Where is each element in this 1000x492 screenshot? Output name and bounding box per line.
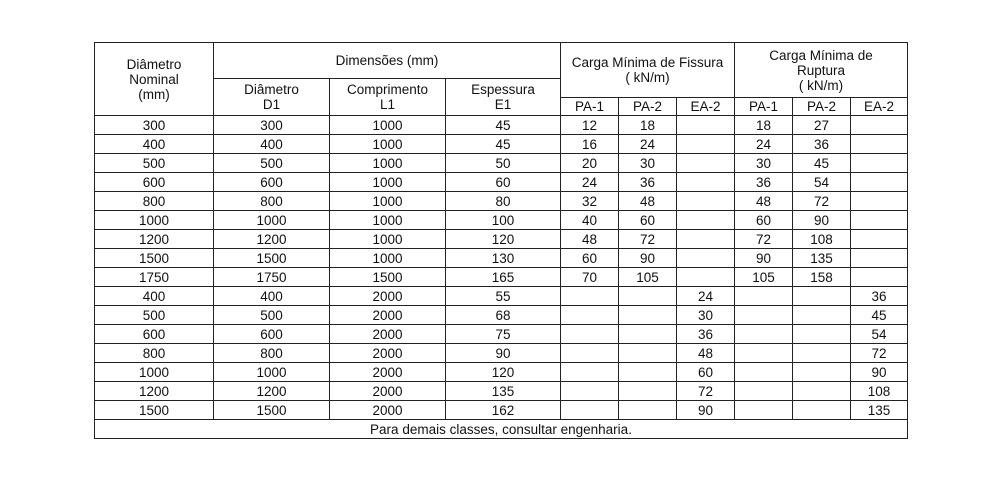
table-cell: 1000	[95, 211, 214, 230]
table-cell: 2000	[330, 401, 446, 420]
table-cell	[561, 344, 619, 363]
header-fissura-pa1: PA-1	[561, 98, 619, 116]
table-cell	[561, 382, 619, 401]
table-cell: 90	[446, 344, 561, 363]
table-row	[95, 325, 908, 344]
table-cell: 500	[95, 306, 214, 325]
table-row	[95, 173, 908, 192]
table-cell: 1000	[330, 211, 446, 230]
table-cell	[561, 363, 619, 382]
table-cell: 1000	[214, 211, 330, 230]
table-cell: 36	[793, 135, 851, 154]
header-fissura-pa2: PA-2	[619, 98, 677, 116]
table-row	[95, 192, 908, 211]
table-cell	[793, 401, 851, 420]
table-cell: 2000	[330, 382, 446, 401]
table-cell	[677, 211, 735, 230]
table-cell	[851, 135, 908, 154]
table-cell: 90	[793, 211, 851, 230]
table-cell: 400	[214, 135, 330, 154]
table-cell: 158	[793, 268, 851, 287]
table-cell: 55	[446, 287, 561, 306]
table-cell: 800	[95, 344, 214, 363]
table-cell: 1200	[95, 230, 214, 249]
table-cell: 162	[446, 401, 561, 420]
header-carga-ruptura: Carga Mínima de Ruptura ( kN/m)	[735, 43, 908, 98]
table-cell	[793, 363, 851, 382]
table-cell	[619, 306, 677, 325]
table-cell	[735, 306, 793, 325]
table-cell: 1500	[214, 401, 330, 420]
table-cell	[735, 344, 793, 363]
table-cell	[561, 287, 619, 306]
table-row	[95, 135, 908, 154]
table-row	[95, 230, 908, 249]
table-cell	[619, 401, 677, 420]
table-cell	[619, 344, 677, 363]
table-cell: 24	[677, 287, 735, 306]
table-cell	[677, 192, 735, 211]
table-cell: 135	[851, 401, 908, 420]
table-cell: 1000	[330, 192, 446, 211]
table-cell: 27	[793, 116, 851, 135]
table-cell: 135	[793, 249, 851, 268]
table-cell: 24	[561, 173, 619, 192]
table-cell: 135	[446, 382, 561, 401]
table-cell: 1000	[330, 173, 446, 192]
table-cell: 70	[561, 268, 619, 287]
table-cell: 1500	[330, 268, 446, 287]
table-cell: 400	[214, 287, 330, 306]
table-cell	[793, 306, 851, 325]
table-cell	[851, 230, 908, 249]
table-cell: 90	[735, 249, 793, 268]
table-cell: 48	[619, 192, 677, 211]
header-ruptura-pa1: PA-1	[735, 98, 793, 116]
table-cell: 48	[561, 230, 619, 249]
table-cell	[793, 382, 851, 401]
table-cell: 36	[677, 325, 735, 344]
table-cell: 72	[793, 192, 851, 211]
table-cell: 500	[95, 154, 214, 173]
table-cell	[793, 325, 851, 344]
table-cell: 1000	[95, 363, 214, 382]
table-cell	[561, 325, 619, 344]
table-cell: 1750	[95, 268, 214, 287]
header-dimensoes: Dimensões (mm)	[214, 43, 561, 79]
table-cell: 75	[446, 325, 561, 344]
table-cell: 2000	[330, 344, 446, 363]
table-cell	[851, 192, 908, 211]
table-row	[95, 268, 908, 287]
table-cell: 600	[214, 325, 330, 344]
table-cell: 36	[619, 173, 677, 192]
table-cell: 72	[677, 382, 735, 401]
table-cell: 48	[677, 344, 735, 363]
table-cell: 800	[95, 192, 214, 211]
table-cell: 2000	[330, 306, 446, 325]
table-cell: 45	[793, 154, 851, 173]
header-carga-fissura: Carga Mínima de Fissura ( kN/m)	[561, 43, 735, 98]
table-row	[95, 211, 908, 230]
table-cell: 20	[561, 154, 619, 173]
table-cell: 30	[677, 306, 735, 325]
table-cell	[735, 382, 793, 401]
table-cell: 72	[851, 344, 908, 363]
table-cell: 60	[735, 211, 793, 230]
table-cell: 1200	[95, 382, 214, 401]
table-row	[95, 401, 908, 420]
table-cell: 1500	[95, 249, 214, 268]
table-cell	[735, 287, 793, 306]
table-cell	[561, 401, 619, 420]
table-cell: 16	[561, 135, 619, 154]
table-cell: 1000	[330, 249, 446, 268]
table-cell: 54	[851, 325, 908, 344]
header-diametro-nominal: Diâmetro Nominal (mm)	[95, 43, 214, 116]
footnote: Para demais classes, consultar engenharia.	[95, 420, 908, 439]
table-cell: 1500	[214, 249, 330, 268]
table-cell	[677, 230, 735, 249]
table-cell	[793, 287, 851, 306]
table-row	[95, 116, 908, 135]
table-cell: 60	[619, 211, 677, 230]
header-fissura-ea2: EA-2	[677, 98, 735, 116]
table-cell: 1000	[214, 363, 330, 382]
table-cell	[735, 401, 793, 420]
table-cell	[619, 363, 677, 382]
table-cell	[793, 344, 851, 363]
table-cell: 90	[851, 363, 908, 382]
table-cell: 2000	[330, 325, 446, 344]
table-cell: 400	[95, 135, 214, 154]
table-cell: 1000	[330, 154, 446, 173]
table-cell: 108	[851, 382, 908, 401]
table-cell: 45	[446, 135, 561, 154]
table-cell: 500	[214, 154, 330, 173]
table-cell: 40	[561, 211, 619, 230]
table-cell: 600	[95, 325, 214, 344]
table-cell: 18	[735, 116, 793, 135]
table-cell	[677, 116, 735, 135]
table-cell	[851, 154, 908, 173]
table-cell: 1000	[330, 230, 446, 249]
table-cell: 24	[735, 135, 793, 154]
table-cell: 54	[793, 173, 851, 192]
table-cell: 2000	[330, 287, 446, 306]
table-cell	[851, 173, 908, 192]
table-cell: 18	[619, 116, 677, 135]
table-cell: 60	[677, 363, 735, 382]
table-cell: 12	[561, 116, 619, 135]
header-e1: Espessura E1	[446, 79, 561, 116]
table-cell: 1200	[214, 382, 330, 401]
table-cell	[851, 116, 908, 135]
table-row	[95, 306, 908, 325]
table-cell: 36	[735, 173, 793, 192]
table-cell: 30	[735, 154, 793, 173]
table-cell: 1200	[214, 230, 330, 249]
table-cell: 1500	[95, 401, 214, 420]
table-cell: 1750	[214, 268, 330, 287]
table-cell	[851, 268, 908, 287]
table-cell	[851, 249, 908, 268]
table-cell: 72	[619, 230, 677, 249]
table-cell: 50	[446, 154, 561, 173]
table-row	[95, 363, 908, 382]
table-cell: 105	[735, 268, 793, 287]
pipe-spec-table	[94, 42, 908, 439]
table-cell: 30	[619, 154, 677, 173]
table-cell: 48	[735, 192, 793, 211]
table-cell	[677, 135, 735, 154]
table-cell: 90	[677, 401, 735, 420]
table-cell	[735, 325, 793, 344]
table-cell	[619, 382, 677, 401]
table-cell: 300	[95, 116, 214, 135]
table-cell: 32	[561, 192, 619, 211]
table-cell: 45	[851, 306, 908, 325]
table-cell: 600	[214, 173, 330, 192]
table-cell: 2000	[330, 363, 446, 382]
table-row	[95, 249, 908, 268]
table-cell: 1000	[330, 135, 446, 154]
table-cell	[851, 211, 908, 230]
table-row	[95, 344, 908, 363]
table-cell	[677, 173, 735, 192]
table-cell: 108	[793, 230, 851, 249]
table-cell: 400	[95, 287, 214, 306]
table-cell: 120	[446, 363, 561, 382]
table-cell: 800	[214, 344, 330, 363]
table-cell: 165	[446, 268, 561, 287]
table-cell	[561, 306, 619, 325]
table-cell: 24	[619, 135, 677, 154]
header-ruptura-ea2: EA-2	[851, 98, 908, 116]
table-cell: 80	[446, 192, 561, 211]
table-cell: 1000	[330, 116, 446, 135]
table-cell	[677, 268, 735, 287]
table-cell: 105	[619, 268, 677, 287]
table-body	[95, 116, 908, 420]
table-row	[95, 382, 908, 401]
table-cell: 500	[214, 306, 330, 325]
table-cell: 60	[446, 173, 561, 192]
table-cell	[619, 325, 677, 344]
table-cell	[677, 249, 735, 268]
table-row	[95, 287, 908, 306]
table-cell: 45	[446, 116, 561, 135]
table-cell: 60	[561, 249, 619, 268]
header-l1: Comprimento L1	[330, 79, 446, 116]
header-d1: Diâmetro D1	[214, 79, 330, 116]
table-cell	[677, 154, 735, 173]
table-cell: 130	[446, 249, 561, 268]
table-cell: 36	[851, 287, 908, 306]
table-cell: 68	[446, 306, 561, 325]
table-cell: 72	[735, 230, 793, 249]
table-cell: 800	[214, 192, 330, 211]
table-cell: 300	[214, 116, 330, 135]
header-ruptura-pa2: PA-2	[793, 98, 851, 116]
table-cell: 600	[95, 173, 214, 192]
table-cell	[735, 363, 793, 382]
table-row	[95, 154, 908, 173]
table-cell	[619, 287, 677, 306]
table-cell: 100	[446, 211, 561, 230]
table-cell: 90	[619, 249, 677, 268]
table-cell: 120	[446, 230, 561, 249]
